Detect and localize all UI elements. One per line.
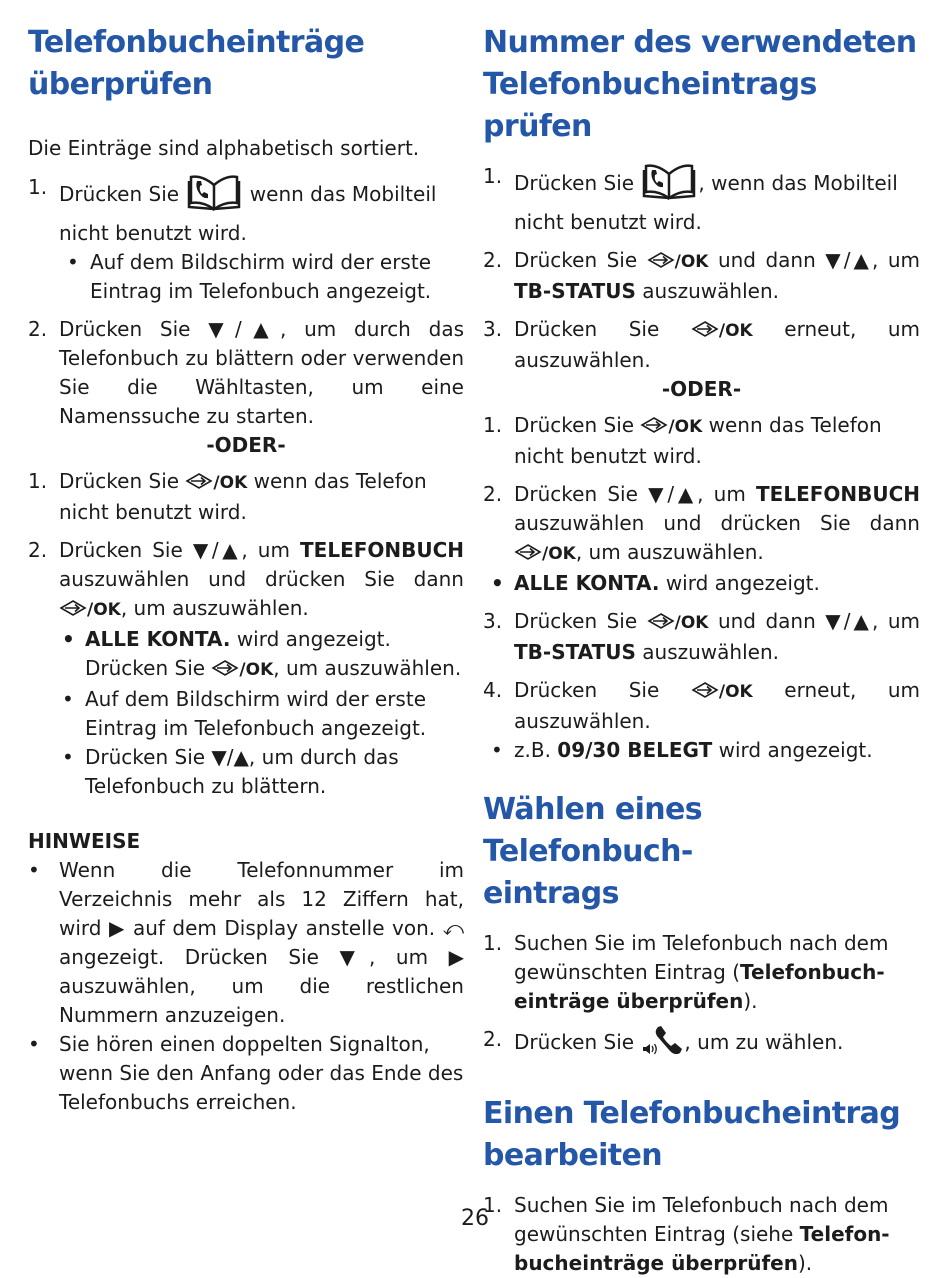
ok-key-icon: /OK xyxy=(185,469,247,498)
page-number: 26 xyxy=(461,1206,489,1231)
status-step-2: 2. Drücken Sie /OK und dann ▼/▲, um TB-STATUS auszuwählen. xyxy=(483,248,921,303)
oder-separator: -ODER- xyxy=(206,433,286,457)
section-heading-edit-entry: Einen Telefonbucheintrag bearbeiten xyxy=(483,1096,901,1173)
arrows-down-up-icon: ▼/▲ xyxy=(208,317,280,341)
status-alt-step-4-bullet: • z.B. 09/30 BELEGT wird angezeigt. xyxy=(491,738,873,762)
status-alt-step-2: 2. Drücken Sie ▼/▲, um TELEFONBUCH auszuwählen und drücken Sie dann /OK, um auszuwählen. xyxy=(483,480,920,569)
arrows-down-up-icon: ▼/▲ xyxy=(648,482,698,506)
phonebook-icon xyxy=(640,162,698,208)
ok-key-icon: /OK xyxy=(211,656,273,685)
ok-key-icon: /OK xyxy=(691,317,753,346)
alt-step-1: 1. Drücken Sie /OK wenn das Telefon nicht benutzt wird. xyxy=(28,469,427,524)
back-icon: ⤺ xyxy=(442,916,464,940)
ok-key-icon: /OK xyxy=(59,596,121,625)
note-2: • Sie hören einen doppelten Signalton, wenn Sie den Anfang oder das Ende des Telefonbuchs erreichen. xyxy=(28,1032,464,1114)
edit-step-1: 1. Suchen Sie im Telefonbuch nach dem gewünschten Eintrag (siehe Telefon-bucheinträge überprüfen). xyxy=(483,1193,890,1275)
step-1: 1. Drücken Sie wenn das Mobilteil nicht benutzt wird. xyxy=(28,175,437,245)
arrows-down-up-icon: ▼/▲ xyxy=(825,609,873,633)
section-heading-check-status: Nummer des verwendeten Telefonbucheintrags prüfen xyxy=(483,25,917,144)
phonebook-icon xyxy=(185,173,243,219)
dial-step-2: 2. Drücken Sie , um zu wählen. xyxy=(483,1025,920,1069)
section-heading-dial-entry: Wählen eines Telefonbuch- eintrags xyxy=(483,792,703,911)
status-alt-step-2-bullet: • ALLE KONTA. wird angezeigt. xyxy=(491,571,820,595)
dial-step-1: 1. Suchen Sie im Telefonbuch nach dem gewünschten Eintrag (Telefonbuch-einträge überprüfen). xyxy=(483,931,889,1013)
note-1: • Wenn die Telefonnummer im Verzeichnis mehr als 12 Ziffern hat, wird ▶ auf dem Display anstelle von. ⤺ angezeigt. Drücken Sie ▼, um ▶ auszuwählen, um die restlichen Nummern anzuzeigen. xyxy=(28,858,465,1027)
ok-key-icon: /OK xyxy=(647,609,709,638)
notes-title: HINWEISE xyxy=(28,829,141,853)
ok-key-icon: /OK xyxy=(514,540,576,569)
arrow-right-icon: ▶ xyxy=(448,945,465,969)
status-alt-step-3: 3. Drücken Sie /OK und dann ▼/▲, um TB-STATUS auszuwählen. xyxy=(483,609,921,664)
status-step-3: 3. Drücken Sie /OK erneut, um auszuwählen. xyxy=(483,317,921,372)
left-column xyxy=(28,20,464,1117)
arrow-down-icon: ▼ xyxy=(339,945,370,969)
intro-text: Die Einträge sind alphabetisch sortiert. xyxy=(28,136,420,160)
ok-key-icon: /OK xyxy=(691,678,753,707)
oder-separator: -ODER- xyxy=(661,377,742,401)
alt-step-2-bullet-1: • ALLE KONTA. wird angezeigt. Drücken Sie /OK, um auszuwählen. xyxy=(54,625,464,685)
alt-step-2-bullet-3: • Drücken Sie ▼/▲, um durch das Telefonbuch zu blättern. xyxy=(62,745,399,798)
arrows-down-up-icon: ▼/▲ xyxy=(825,248,873,272)
right-column xyxy=(483,20,920,1278)
step-1-bullet: • Auf dem Bildschirm wird der erste Eintrag im Telefonbuch angezeigt. xyxy=(67,250,432,303)
ok-key-icon: /OK xyxy=(640,413,702,442)
alt-step-2: 2. Drücken Sie ▼/▲, um TELEFONBUCH auszuwählen und drücken Sie dann /OK, um auszuwählen. xyxy=(28,536,464,625)
alt-step-2-bullet-2: • Auf dem Bildschirm wird der erste Eintrag im Telefonbuch angezeigt. xyxy=(62,687,427,740)
status-alt-step-4: 4. Drücken Sie /OK erneut, um auszuwählen. xyxy=(483,678,921,733)
status-step-1: 1. Drücken Sie , wenn das Mobilteil nicht benutzt wird. xyxy=(483,164,898,234)
ok-key-icon: /OK xyxy=(647,248,709,277)
arrows-down-up-icon: ▼/▲ xyxy=(192,538,242,562)
arrow-right-icon: ▶ xyxy=(108,916,126,940)
section-heading-check-entries: Telefonbucheinträge überprüfen xyxy=(28,25,365,102)
status-alt-step-1: 1. Drücken Sie /OK wenn das Telefon nicht benutzt wird. xyxy=(483,413,882,468)
arrows-down-up-icon: ▼/▲ xyxy=(211,745,249,769)
step-2: 2. Drücken Sie ▼/▲, um durch das Telefonbuch zu blättern oder verwenden Sie die Wähltasten, um eine Namenssuche zu starten. xyxy=(28,317,464,428)
speakerphone-icon xyxy=(640,1025,684,1069)
